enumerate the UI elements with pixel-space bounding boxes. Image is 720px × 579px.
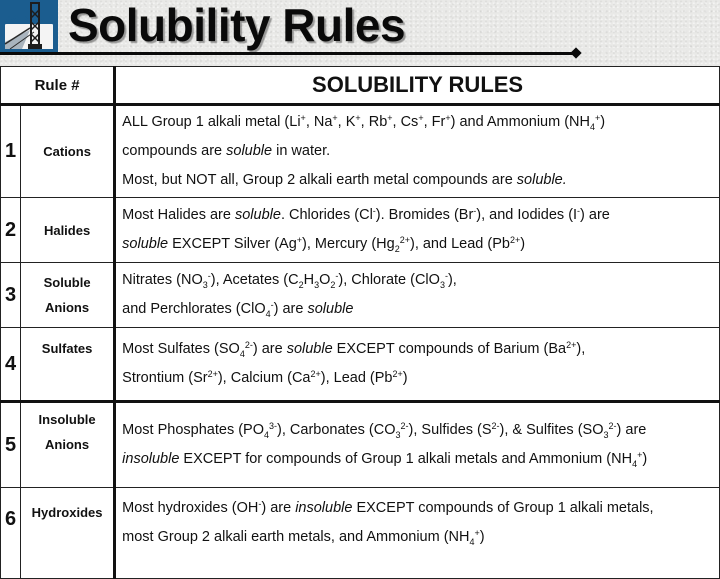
table-row xyxy=(1,105,720,198)
subscript-count: 3 xyxy=(202,280,208,290)
emphasis-text: insoluble xyxy=(122,451,180,467)
rule-category xyxy=(21,402,115,488)
superscript-charge: 2- xyxy=(608,421,617,431)
subscript-count: 2 xyxy=(330,280,336,290)
text-segment: , Cs xyxy=(392,114,419,130)
superscript-charge: + xyxy=(296,235,303,245)
subscript-count: 2 xyxy=(298,280,304,290)
subscript-count: 3 xyxy=(314,280,320,290)
emphasis-text: soluble xyxy=(234,207,281,223)
text-segment: ) xyxy=(402,370,408,386)
text-segment: ) xyxy=(600,114,606,130)
description-line xyxy=(122,364,719,393)
text-segment: EXCEPT compounds of Group 1 alkali metals, xyxy=(352,500,654,516)
text-segment: ) xyxy=(479,529,485,545)
rule-number: 3 xyxy=(1,263,21,328)
text-segment: Strontium (Sr xyxy=(122,370,208,386)
superscript-charge: - xyxy=(335,271,339,281)
table-row xyxy=(1,488,720,579)
text-segment: , Na xyxy=(305,114,333,130)
text-segment: ALL Group 1 alkali metal (Li xyxy=(122,114,301,130)
description-line xyxy=(122,523,719,552)
subscript-count: 4 xyxy=(239,349,245,359)
text-segment: H xyxy=(303,272,315,288)
category-line: Anions xyxy=(45,437,90,452)
text-segment: ) xyxy=(642,451,648,467)
text-segment: in water. xyxy=(272,143,331,159)
text-segment: ) are xyxy=(252,341,287,357)
rule-category xyxy=(21,105,115,198)
superscript-charge: + xyxy=(387,113,393,123)
superscript-charge: 2- xyxy=(244,340,253,350)
rule-description xyxy=(115,402,720,488)
superscript-charge: 2+ xyxy=(207,369,218,379)
description-line xyxy=(122,108,719,137)
text-segment: , Fr xyxy=(423,114,446,130)
text-segment: ), & Sulfites (SO xyxy=(499,422,604,438)
table-header-row xyxy=(1,67,720,105)
rule-category xyxy=(21,488,115,579)
category-line: Soluble xyxy=(43,275,91,290)
text-segment: ), Sulfides (S xyxy=(408,422,492,438)
rule-number: 1 xyxy=(1,105,21,198)
text-segment: Nitrates (NO xyxy=(122,272,203,288)
description-line xyxy=(122,266,719,295)
rule-number: 6 xyxy=(1,488,21,579)
rule-description xyxy=(115,488,720,579)
description-line xyxy=(122,295,719,324)
category-line: Hydroxides xyxy=(31,505,103,520)
subscript-count: 2 xyxy=(394,244,400,254)
table-row xyxy=(1,263,720,328)
bridge-tower-logo-icon xyxy=(0,0,58,53)
subscript-count: 4 xyxy=(264,430,270,440)
text-segment: ). Bromides (Br xyxy=(375,207,474,223)
superscript-charge: 2- xyxy=(400,421,409,431)
text-segment: ), and Lead (Pb xyxy=(409,236,510,252)
text-segment: ), Lead (Pb xyxy=(320,370,393,386)
subscript-count: 3 xyxy=(395,430,401,440)
text-segment: ) are xyxy=(616,422,647,438)
text-segment: , K xyxy=(337,114,356,130)
slide-title: Solubility Rules xyxy=(68,0,406,51)
category-line: Halides xyxy=(43,222,91,238)
superscript-charge: + xyxy=(332,113,338,123)
superscript-charge: 3- xyxy=(269,421,278,431)
subscript-count: 4 xyxy=(265,309,271,319)
text-segment: . Chlorides (Cl xyxy=(280,207,373,223)
description-line xyxy=(122,335,719,364)
text-segment: ), and Iodides (I xyxy=(476,207,578,223)
rule-category xyxy=(21,263,115,328)
superscript-charge: - xyxy=(270,300,274,310)
superscript-charge: - xyxy=(372,206,376,216)
category-line: Sulfates xyxy=(41,341,93,356)
rule-description xyxy=(115,328,720,402)
text-segment: Most hydroxides (OH xyxy=(122,500,259,516)
subscript-count: 4 xyxy=(469,537,475,547)
text-segment: EXCEPT compounds of Barium (Ba xyxy=(332,341,567,357)
rule-number-header: Rule # xyxy=(1,67,115,105)
category-line: Cations xyxy=(43,144,91,159)
text-segment: EXCEPT Silver (Ag xyxy=(168,236,297,252)
superscript-charge: 2+ xyxy=(310,369,321,379)
description-line xyxy=(122,494,719,523)
superscript-charge: 2+ xyxy=(566,340,577,350)
title-underline-end-diamond xyxy=(570,47,581,58)
description-line xyxy=(122,230,719,259)
emphasis-text: soluble xyxy=(122,236,169,252)
superscript-charge: + xyxy=(474,528,480,538)
text-segment: , Rb xyxy=(360,114,388,130)
text-segment: ) and Ammonium (NH xyxy=(450,114,590,130)
text-segment: ) are xyxy=(580,207,610,223)
superscript-charge: 2- xyxy=(491,421,500,431)
description-line xyxy=(122,201,719,230)
subscript-count: 4 xyxy=(590,122,596,132)
rule-category xyxy=(21,328,115,402)
text-segment: ), Carbonates (CO xyxy=(277,422,396,438)
superscript-charge: + xyxy=(355,113,361,123)
superscript-charge: - xyxy=(473,206,477,216)
text-segment: most Group 2 alkali earth metals, and Ammonium (NH xyxy=(122,529,470,545)
subscript-count: 4 xyxy=(632,459,638,469)
category-line: Insoluble xyxy=(38,412,96,427)
subscript-count: 3 xyxy=(439,280,445,290)
text-segment: Most Phosphates (PO xyxy=(122,422,264,438)
text-segment: Most Sulfates (SO xyxy=(122,341,240,357)
text-segment: ) are xyxy=(273,301,308,317)
superscript-charge: 2+ xyxy=(509,235,521,245)
subscript-count: 3 xyxy=(603,430,609,440)
superscript-charge: 2+ xyxy=(392,369,403,379)
text-segment: ), Mercury (Hg xyxy=(302,236,395,252)
title-underline xyxy=(0,52,576,55)
text-segment: ) xyxy=(520,236,526,252)
text-segment: EXCEPT for compounds of Group 1 alkali metals and Ammonium (NH xyxy=(179,451,633,467)
superscript-charge: + xyxy=(418,113,424,123)
superscript-charge: - xyxy=(577,206,581,216)
table-row xyxy=(1,402,720,488)
solubility-rules-table xyxy=(0,66,720,579)
emphasis-text: soluble. xyxy=(516,172,567,188)
text-segment: Most Halides are xyxy=(122,207,235,223)
superscript-charge: + xyxy=(300,113,306,123)
text-segment: ), xyxy=(447,272,457,288)
emphasis-text: insoluble xyxy=(295,500,353,516)
rule-description xyxy=(115,105,720,198)
emphasis-text: soluble xyxy=(286,341,333,357)
superscript-charge: - xyxy=(444,271,448,281)
superscript-charge: + xyxy=(445,113,451,123)
text-segment: ), Calcium (Ca xyxy=(217,370,311,386)
table-title-header: SOLUBILITY RULES xyxy=(115,67,720,105)
superscript-charge: 2+ xyxy=(399,235,410,245)
rule-number: 2 xyxy=(1,198,21,263)
superscript-charge: - xyxy=(207,271,211,281)
table-row xyxy=(1,198,720,263)
text-segment: O xyxy=(319,272,331,288)
text-segment: ), Chlorate (ClO xyxy=(338,272,440,288)
superscript-charge: - xyxy=(258,499,262,509)
emphasis-text: soluble xyxy=(226,143,273,159)
description-line xyxy=(122,445,719,474)
category-line: Anions xyxy=(45,300,90,315)
text-segment: and Perchlorates (ClO xyxy=(122,301,266,317)
rule-description xyxy=(115,198,720,263)
table-row xyxy=(1,328,720,402)
description-line xyxy=(122,416,719,445)
text-segment: ), Acetates (C xyxy=(210,272,299,288)
emphasis-text: soluble xyxy=(307,301,354,317)
text-segment: Most, but NOT all, Group 2 alkali earth metal compounds are xyxy=(122,172,517,188)
text-segment: ), xyxy=(576,341,586,357)
description-line xyxy=(122,137,719,166)
superscript-charge: + xyxy=(595,113,601,123)
rule-category xyxy=(21,198,115,263)
rule-number: 5 xyxy=(1,402,21,488)
description-line xyxy=(122,166,719,195)
text-segment: ) are xyxy=(261,500,296,516)
rule-description xyxy=(115,263,720,328)
rule-number: 4 xyxy=(1,328,21,402)
text-segment: compounds are xyxy=(122,143,227,159)
superscript-charge: + xyxy=(637,450,643,460)
